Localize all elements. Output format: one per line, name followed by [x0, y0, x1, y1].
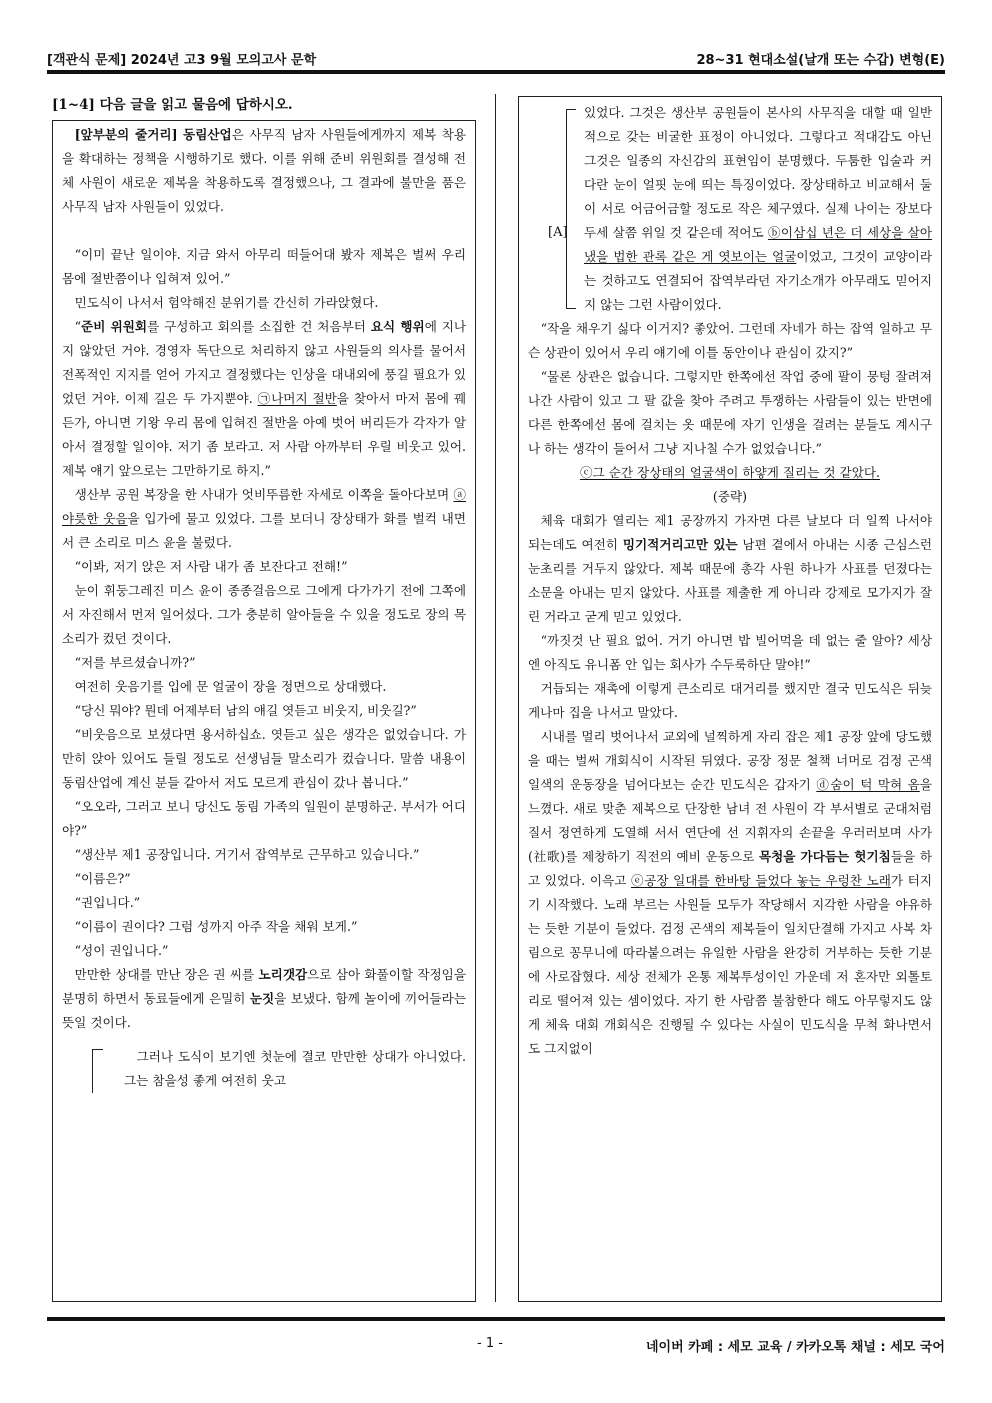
column-divider	[495, 94, 496, 1302]
summary-paragraph: [앞부분의 줄거리] 동림산업은 사무직 남자 사원들에게까지 제복 착용을 확대하는 정책을 시행하기로 했다. 이를 위해 준비 위원회를 결성해 전체 사원이 새로운 제복을 착용하도록 결정했으나, 그 결과에 불만을 품은 사무직 남자 사원들이 있었다.	[62, 127, 466, 214]
top-rule	[47, 70, 945, 74]
marker-c-sentence: ⓒ그 순간 장상태의 얼굴색이 하얗게 질리는 것 같았다.	[579, 465, 881, 480]
bold-term: 눈짓	[249, 991, 275, 1006]
paragraph: “생산부 제1 공장입니다. 거기서 잡역부로 근무하고 있습니다.”	[74, 847, 420, 862]
marker-a-underline: ⓐ야릇한 웃음	[62, 487, 466, 526]
bold-term: 밍기적거리고만 있는	[622, 537, 738, 552]
paragraph: 민도식이 나서서 험악해진 분위기를 간신히 가라앉혔다.	[74, 295, 379, 310]
bold-term: 목청을 가다듬는 헛기침	[758, 849, 891, 864]
bracket-a-section	[528, 101, 932, 317]
paragraph: 시내를 멀리 벗어나서 교외에 널찍하게 자리 잡은 제1 공장 앞에 당도했을 때는 벌써 개회식이 시작된 뒤였다. 공장 정문 철책 너머로 검정 곤색 일색의 운동장을 넘어다보는 순간 민도식은 갑자기 ⓓ숨이 턱 막혀 옴을 느꼈다. 새로 맞춘 제복으로 단장한 남녀 전 사원이 각 부서별로 군대처럼 질서 정연하게 도열해 서서 연단에 선 지휘자의 손끝을 우러러보며 사가(社歌)를 제창하기 직전의 예비 운동으로 목청을 가다듬는 헛기침들을 하고 있었다. 이윽고 ⓔ공장 일대를 한바탕 들었다 놓는 우렁찬 노래가 터지기 시작했다. 노래 부르는 사원들 모두가 작당해서 지각한 사람을 야유하는 듯한 기분이 들었다. 검정 곤색의 제복들이 일치단결해 가지고 사복 차림으로 꽁무니에 따라붙으려는 유일한 사람을 완강히 거부하는 듯한 기분에 사로잡혔다. 세상 전체가 온통 제복투성이인 가운데 저 혼자만 외톨토리로 떨어져 있는 셈이었다. 자기 한 사람쯤 불참한다 해도 아무렇지도 않게 체육 대회 개회식은 진행될 수 있다는 사실이 민도식을 무척 화나면서도 그지없이	[528, 729, 933, 1056]
bracket-a-start	[62, 1045, 466, 1093]
paragraph: “이미 끝난 일이야. 지금 와서 아무리 떠들어대 봤자 제복은 벌써 우리 몸에 절반쯤이나 입혀져 있어.”	[62, 247, 466, 286]
right-column-passage	[518, 96, 942, 1302]
spacer	[62, 219, 466, 243]
summary-label: [앞부분의 줄거리]	[74, 127, 178, 142]
marker-a-underline: ㉠나머지 절반	[257, 391, 337, 406]
page-header	[47, 42, 945, 68]
paragraph: “까짓것 난 필요 없어. 거기 아니면 밥 빌어먹을 데 없는 줄 알아? 세상엔 아직도 유니폼 안 입는 회사가 수두룩하단 말야!”	[528, 633, 932, 672]
paragraph: “비웃음으로 보셨다면 용서하십쇼. 엿듣고 싶은 생각은 없었습니다. 가만히 앉아 있어도 들릴 정도로 선생님들 말소리가 컸습니다. 말씀 내용이 동림산업에 계신 분들 같아서 저도 모르게 관심이 갔나 봅니다.”	[62, 727, 466, 790]
bold-term: 노리갯감	[258, 967, 308, 982]
bracket-line	[566, 109, 576, 309]
paragraph: 거듭되는 재촉에 이렇게 큰소리로 대거리를 했지만 결국 민도식은 뒤늦게나마 집을 나서고 말았다.	[528, 681, 932, 720]
summary-company: 동림산업	[183, 127, 232, 142]
paragraph: 생산부 공원 복장을 한 사내가 엇비뚜름한 자세로 이쪽을 돌아다보며 ⓐ야릇한 웃음을 입가에 물고 있었다. 그를 보더니 장상태가 화를 벌컥 내면서 큰 소리로 미스 윤을 불렀다.	[62, 487, 466, 550]
paragraph: 있었다. 그것은 생산부 공원들이 본사의 사무직을 대할 때 일반적으로 갖는 비굴한 표정이 아니었다. 그렇다고 적대감도 아닌 그것은 일종의 자신감의 표현임이 분명했다. 두툼한 입술과 커다란 눈이 얼핏 눈에 띄는 특징이었다. 장상태하고 비교해서 둘이 서로 어금어금할 정도로 작은 체구였다. 실제 나이는 장보다 두세 살쯤 위일 것 같은데 적어도 ⓑ이삼십 년은 더 세상을 살아 냈을 법한 관록 같은 게 엿보이는 얼굴이었고, 그것이 교양이라는 것하고도 연결되어 잡역부라던 자기소개가 아무래도 믿어지지 않는 그런 사람이었다.	[584, 105, 933, 312]
paragraph: “작을 채우기 싫다 이거지? 좋았어. 그런데 자네가 하는 잡역 일하고 무슨 상관이 있어서 우리 얘기에 이틀 동안이나 관심이 갔지?”	[528, 321, 932, 360]
marker-b-underline: ⓑ이삼십 년은 더 세상을 살아 냈을 법한 관록 같은 게 엿보이는 얼굴	[584, 225, 933, 264]
paragraph: “준비 위원회를 구성하고 회의를 소집한 건 처음부터 요식 행위에 지나지 않았던 거야. 경영자 독단으로 처리하지 않고 사원들의 의사를 물어서 전폭적인 지지를 얻어 가지고 결정했다는 인상을 대내외에 풍길 필요가 있었던 거야. 이제 길은 두 가지뿐야. ㉠나머지 절반을 찾아서 마저 몸에 꿰든가, 아니면 기왕 우리 몸에 입혀진 절반을 아예 벗어 버리든가 각자가 알아서 결정할 일이야. 저기 좀 보라고. 저 사람 아까부터 우릴 비웃고 있어. 제복 얘기 앞으로는 그만하기로 하지.”	[62, 319, 467, 478]
paragraph: “이름이 권이다? 그럼 성까지 아주 작을 채워 보게.”	[74, 919, 358, 934]
bottom-rule	[47, 1317, 945, 1321]
paragraph: 눈이 휘둥그레진 미스 윤이 종종걸음으로 그에게 다가가기 전에 그쪽에서 자진해서 먼저 일어섰다. 그가 충분히 알아들을 수 있을 정도로 장의 목소리가 컸던 것이다.	[62, 583, 466, 646]
bold-term: 요식 행위	[370, 319, 425, 334]
omission-marker: (중략)	[712, 489, 748, 504]
paragraph: “당신 뭐야? 뭔데 어제부터 남의 얘길 엿듣고 비웃지, 비웃길?”	[74, 703, 417, 718]
question-heading: [1~4] 다음 글을 읽고 물음에 답하시오.	[52, 97, 293, 113]
footer-credit: 네이버 카페 : 세모 교육 / 카카오톡 채널 : 세모 국어	[645, 1340, 945, 1355]
paragraph: 체육 대회가 열리는 제1 공장까지 가자면 다른 날보다 더 일찍 나서야 되는데도 여전히 밍기적거리고만 있는 남편 곁에서 아내는 시종 근심스런 눈초리를 거두지 않았다. 제복 때문에 총각 사원 하나가 사표를 던졌다는 소문을 아내는 믿지 않았다. 사표를 제출한 게 아니라 강제로 모가지가 잘린 거라고 굳게 믿고 있었다.	[528, 513, 932, 624]
left-column-passage	[52, 120, 476, 1302]
paragraph: 만만한 상대를 만난 장은 권 씨를 노리갯감으로 삼아 화풀이할 작정임을 분명히 하면서 동료들에게 은밀히 눈짓을 보냈다. 함께 놀이에 끼어들라는 뜻일 것이다.	[62, 967, 467, 1030]
paragraph: 여전히 웃음기를 입에 문 얼굴이 장을 정면으로 상대했다.	[74, 679, 387, 694]
page-footer	[47, 1336, 945, 1356]
paragraph: “오오라, 그러고 보니 당신도 동림 가족의 일원이 분명하군. 부서가 어디야?”	[62, 799, 466, 838]
paragraph: “성이 권입니다.”	[74, 943, 169, 958]
paragraph: “저를 부르셨습니까?”	[74, 655, 196, 670]
bracket-a-label: [A]	[548, 225, 568, 240]
page-number: - 1 -	[477, 1336, 503, 1351]
header-subtitle: 28~31 현대소설(날개 또는 수갑) 변형(E)	[696, 53, 945, 68]
bold-term: 준비 위원회	[81, 319, 148, 334]
header-title: [객관식 문제] 2024년 고3 9월 모의고사 문학	[47, 53, 317, 68]
paragraph: “물론 상관은 없습니다. 그렇지만 한쪽에선 작업 중에 팔이 뭉텅 잘려져 나간 사람이 있고 그 팔 값을 찾아 주려고 투쟁하는 사람들이 있는 반면에 다른 한쪽에선 몸에 걸치는 옷 때문에 자기 인생을 걸려는 분들도 계시구나 하는 생각이 들어서 그냥 지나칠 수가 없었습니다.”	[528, 369, 932, 456]
paragraph: 그러나 도식이 보기엔 첫눈에 결코 만만한 상대가 아니었다. 그는 참을성 좋게 여전히 웃고	[124, 1049, 466, 1088]
marker-e-underline: ⓔ공장 일대를 한바탕 들었다 놓는 우렁찬 노래	[631, 873, 891, 888]
paragraph: “이봐, 저기 앉은 저 사람 내가 좀 보잔다고 전해!”	[74, 559, 348, 574]
paragraph: “권입니다.”	[74, 895, 141, 910]
paragraph: “이름은?”	[74, 871, 131, 886]
marker-d-underline: ⓓ숨이 턱 막혀 옴	[816, 777, 920, 792]
